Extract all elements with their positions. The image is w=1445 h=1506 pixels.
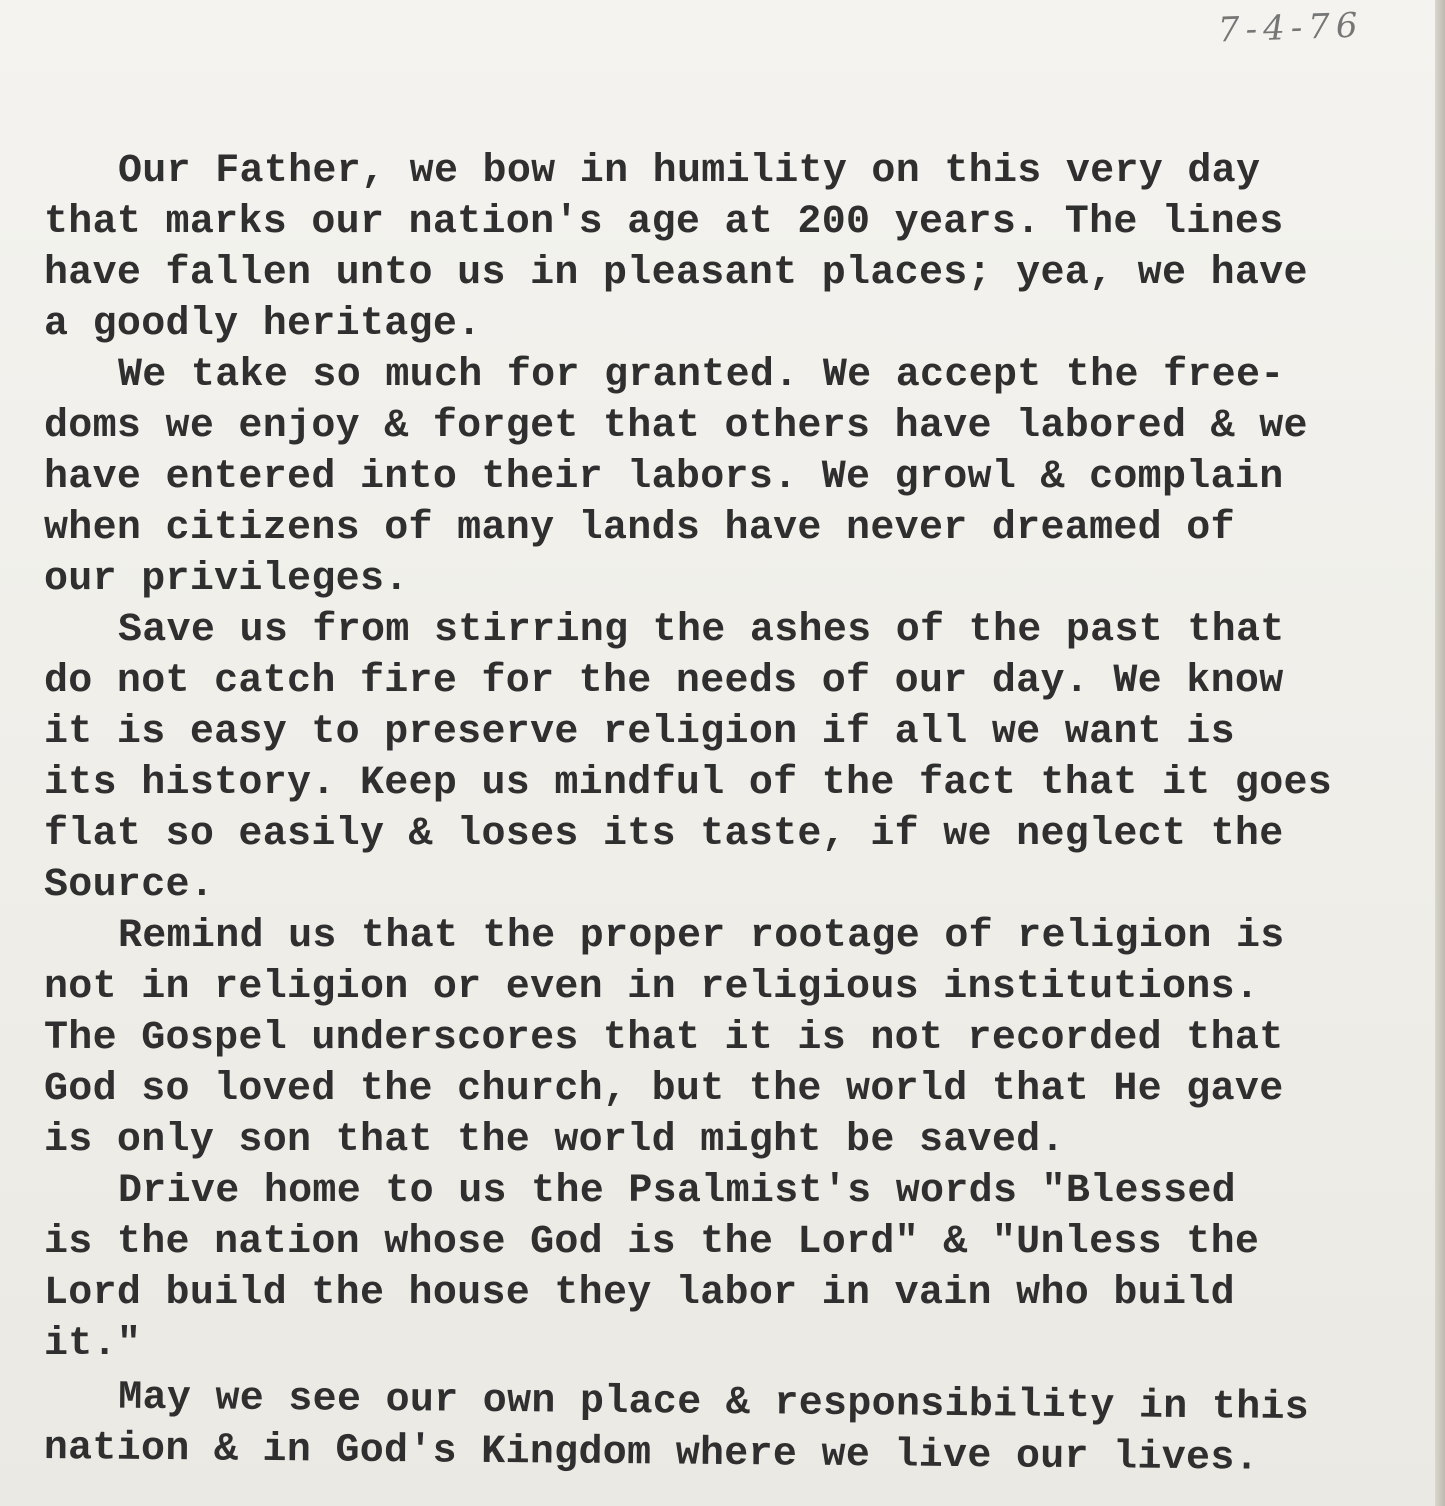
text-line: it is easy to preserve religion if all we want is: [44, 710, 1235, 755]
text-line: do not catch fire for the needs of our day. We know: [44, 659, 1284, 704]
text-line: Our Father, we bow in humility on this very day: [118, 149, 1261, 194]
text-line: flat so easily & loses its taste, if we neglect the: [44, 812, 1284, 857]
text-line: Save us from stirring the ashes of the past that: [118, 608, 1285, 653]
text-line: is the nation whose God is the Lord" & "Unless the: [44, 1220, 1260, 1265]
text-line: Drive home to us the Psalmist's words "Blessed: [118, 1169, 1236, 1214]
text-line: it.": [44, 1322, 142, 1367]
text-line: a goodly heritage.: [44, 302, 482, 347]
text-line: God so loved the church, but the world that He gave: [44, 1067, 1284, 1112]
text-line: have entered into their labors. We growl & complain: [44, 455, 1284, 500]
text-line: May we see our own place & responsibility in this: [118, 1375, 1310, 1432]
text-line: not in religion or even in religious institutions.: [44, 965, 1260, 1010]
text-line: our privileges.: [44, 557, 409, 602]
page-edge: [1435, 0, 1445, 1506]
text-line: doms we enjoy & forget that others have labored & we: [44, 404, 1308, 449]
prayer-text: [43, 146, 1384, 1482]
paragraph-6: [44, 1372, 1385, 1486]
text-line: Source.: [44, 863, 215, 908]
text-line: is only son that the world might be saved.: [44, 1118, 1065, 1163]
text-line: nation & in God's Kingdom where we live our lives.: [43, 1425, 1260, 1482]
text-line: We take so much for granted. We accept the free-: [118, 353, 1285, 398]
paragraph-5: [44, 1166, 1384, 1370]
handwritten-date: 7-4-76: [1217, 5, 1365, 51]
text-line: Remind us that the proper rootage of religion is: [118, 914, 1285, 959]
text-line: that marks our nation's age at 200 years. The lines: [44, 200, 1284, 245]
paragraph-4: [44, 911, 1384, 1166]
text-line: have fallen unto us in pleasant places; yea, we have: [44, 251, 1308, 296]
text-line: its history. Keep us mindful of the fact that it goes: [44, 761, 1333, 806]
text-line: The Gospel underscores that it is not recorded that: [44, 1016, 1284, 1061]
text-line: when citizens of many lands have never dreamed of: [44, 506, 1235, 551]
paragraph-3: [44, 605, 1384, 911]
paragraph-2: [44, 350, 1384, 605]
text-line: Lord build the house they labor in vain who build: [44, 1271, 1235, 1316]
paragraph-1: [44, 146, 1384, 350]
